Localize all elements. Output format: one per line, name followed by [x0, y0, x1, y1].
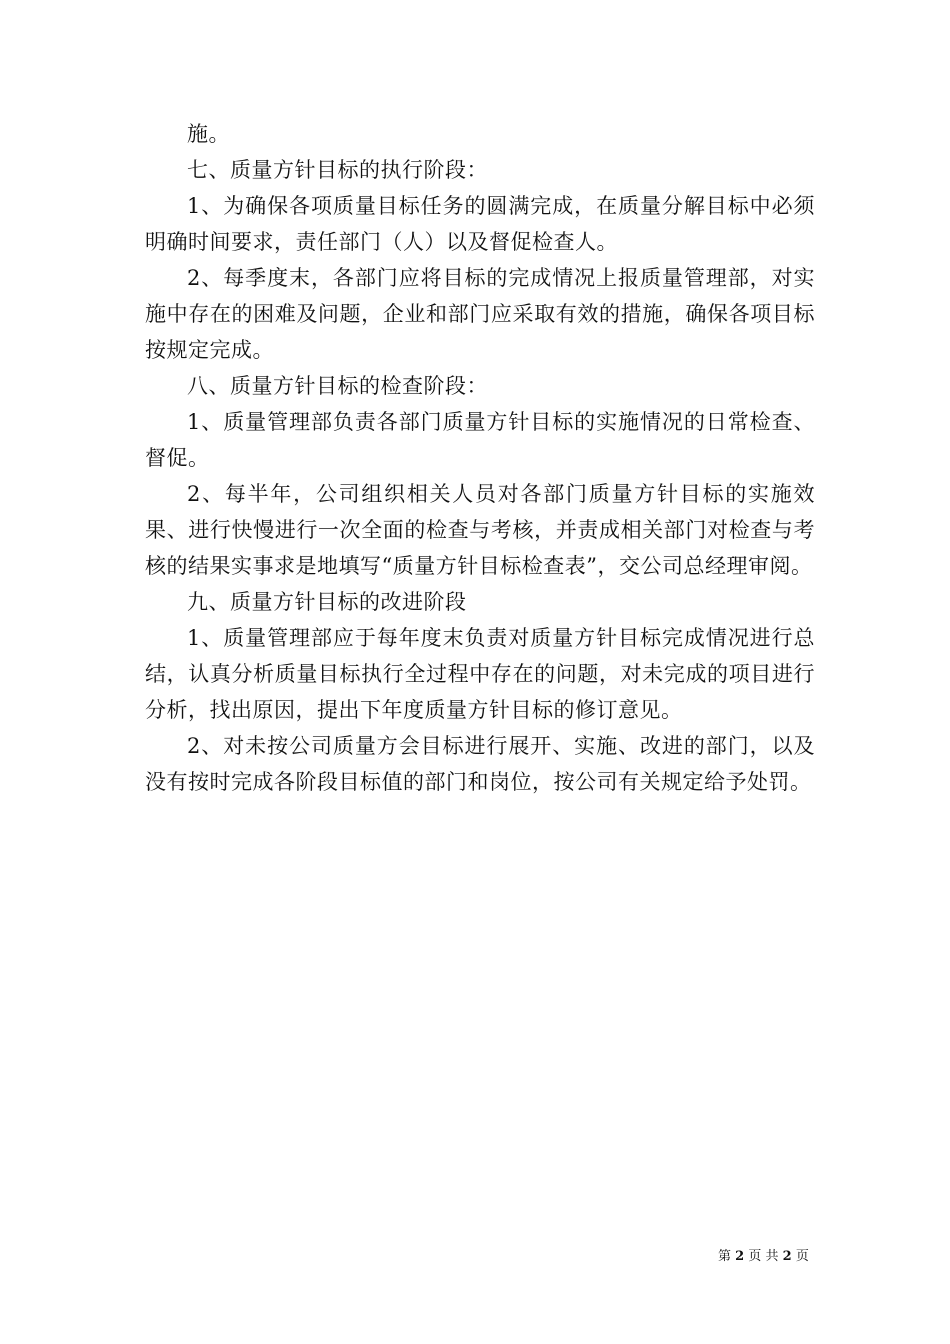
section-heading-9: 九、质量方针目标的改进阶段 [187, 590, 467, 614]
paragraph-7-2: 2、每季度末，各部门应将目标的完成情况上报质量管理部，对实施中存在的困难及问题，企业和部门应采取有效的措施，确保各项目标按规定完成。 [145, 266, 815, 362]
section-heading-7: 七、质量方针目标的执行阶段： [187, 158, 488, 182]
section-heading-8: 八、质量方针目标的检查阶段： [187, 374, 488, 398]
page-number-footer [718, 1249, 809, 1265]
paragraph-continuation: 施。 [187, 122, 230, 146]
footer-middle: 页 共 [748, 1249, 779, 1264]
paragraph-7-1: 1、为确保各项质量目标任务的圆满完成，在质量分解目标中必须明确时间要求，责任部门（人）以及督促检查人。 [145, 194, 815, 254]
document-body [145, 116, 815, 800]
footer-suffix: 页 [795, 1249, 809, 1264]
paragraph-9-2: 2、对未按公司质量方会目标进行展开、实施、改进的部门，以及没有按时完成各阶段目标值的部门和岗位，按公司有关规定给予处罚。 [145, 734, 815, 794]
paragraph-8-1: 1、质量管理部负责各部门质量方针目标的实施情况的日常检查、督促。 [145, 410, 815, 470]
footer-current-page: 2 [735, 1249, 745, 1264]
footer-prefix: 第 [718, 1249, 732, 1264]
footer-total-pages: 2 [782, 1249, 792, 1264]
paragraph-8-2: 2、每半年，公司组织相关人员对各部门质量方针目标的实施效果、进行快慢进行一次全面的检查与考核，并责成相关部门对检查与考核的结果实事求是地填写“质量方针目标检查表”，交公司总经理审阅。 [145, 482, 815, 578]
paragraph-9-1: 1、质量管理部应于每年度末负责对质量方针目标完成情况进行总结，认真分析质量目标执行全过程中存在的问题，对未完成的项目进行分析，找出原因，提出下年度质量方针目标的修订意见。 [145, 626, 815, 722]
